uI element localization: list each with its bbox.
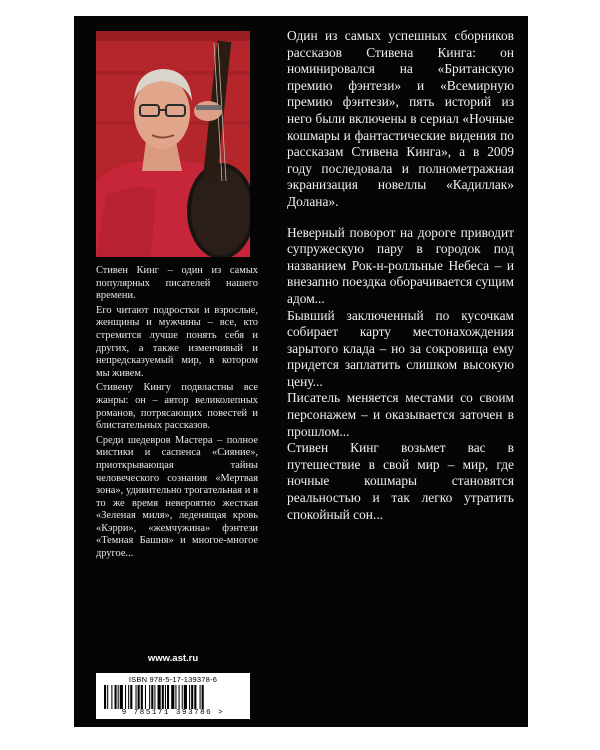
author-photo: [96, 31, 250, 257]
book-description: [287, 28, 514, 523]
teaser-paragraph-4: Стивен Кинг возьмет вас в путешествие в свой мир – мир, где ночные кошмары становятся реальностью и так легко утратить спокойный сон...: [287, 440, 514, 522]
intro-paragraph: Один из самых успешных сборников рассказов Стивена Кинга: он номинировался на «Британскую премию фэнтези» и «Всемирную премию фэнтези», пять историй из него были включены в сериал «Ночные кошмары и фантастические видения по рассказам Стивена Кинга», а в 2009 году последовала и полнометражная экранизация новеллы «Кадиллак» Долана».: [287, 28, 514, 209]
teaser-paragraph-1: Неверный поворот на дороге приводит супружескую пару в городок под названием Рок-н-ролльные Небеса – и внезапно поездка оборачивается сущим адом...: [287, 224, 514, 306]
isbn-barcode: [96, 673, 250, 719]
teaser-paragraph-3: Писатель меняется местами со своим персонажем – и оказывается заточен в прошлом...: [287, 390, 514, 439]
bio-paragraph-4: Среди шедевров Мастера – полное мистики и саспенса «Сияние», приоткрывающая тайны человеческого сознания «Мертвая зона», удивительно трогательная и в то же время невероятно жесткая «Зеленая миля», леденящая кровь «Кэрри», «жемчужина» фэнтези «Темная Башня» и многое-многое другое...: [96, 434, 258, 560]
publisher-website: www.ast.ru: [147, 653, 199, 664]
isbn-text: ISBN 978-5-17-139378-6: [128, 675, 218, 684]
book-back-cover: [74, 16, 528, 727]
barcode-bars: [104, 685, 244, 709]
author-bio: [96, 265, 258, 563]
bio-paragraph-3: Стивену Кингу подвластны все жанры: он – автор великолепных романов, потрясающих повестей и блистательных рассказов.: [96, 382, 258, 432]
barcode-digits: 9 785171 393786 >: [121, 709, 225, 717]
bio-paragraph-1: Стивен Кинг – один из самых популярных писателей нашего времени.: [96, 265, 258, 302]
teaser-paragraph-2: Бывший заключенный по кусочкам собирает карту местонахождения зарытого клада – но за сокровища ему придется заплатить слишком высокую цену...: [287, 307, 514, 389]
bio-paragraph-2: Его читают подростки и взрослые, женщины и мужчины – все, кто стремится лучше понять себя и других, а также изменчивый и непредсказуемый мир, в котором мы живем.: [96, 304, 258, 379]
